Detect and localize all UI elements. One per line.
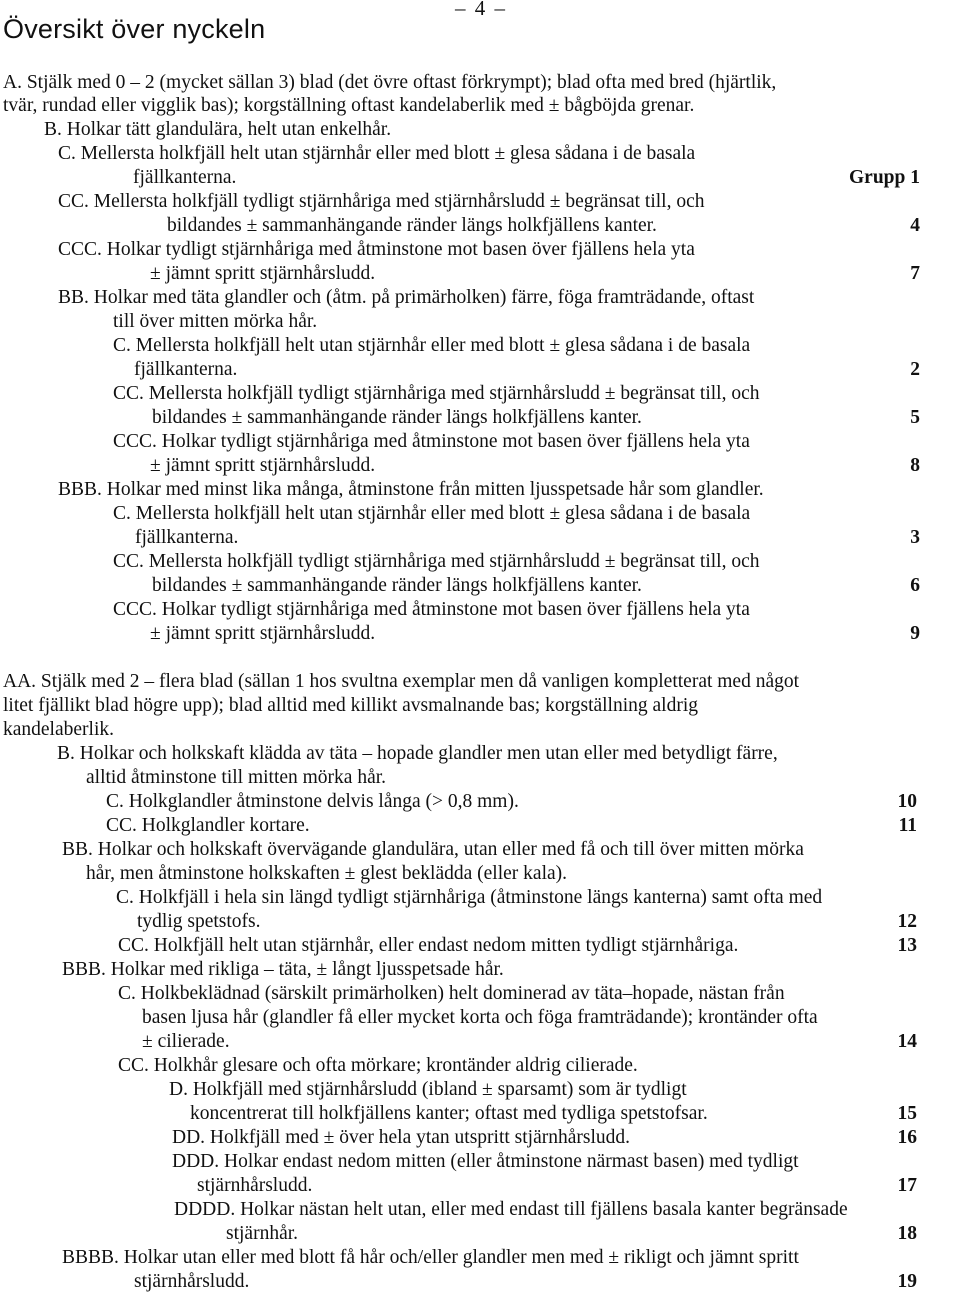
key-line: AA. Stjälk med 2 – flera blad (sällan 1 hos svultna exemplar men då vanligen kompletterat med något [3, 671, 800, 692]
key-line: CC. Holkfjäll helt utan stjärnhår, eller endast nedom mitten tydligt stjärnhåriga. [118, 935, 739, 956]
page-title: Översikt över nyckeln [3, 14, 266, 44]
group-reference: 17 [897, 1175, 917, 1196]
group-reference: 7 [910, 263, 920, 284]
key-line: CCC. Holkar tydligt stjärnhåriga med åtminstone mot basen över fjällens hela yta [113, 599, 750, 620]
group-reference: 15 [897, 1103, 917, 1124]
key-line: CCC. Holkar tydligt stjärnhåriga med åtminstone mot basen över fjällens hela yta [58, 239, 695, 260]
key-line: A. Stjälk med 0 – 2 (mycket sällan 3) blad (det övre oftast förkrympt); blad ofta med bred (hjärtlik, [3, 72, 777, 93]
key-line: bildandes ± sammanhängande ränder längs holkfjällens kanter. [152, 575, 642, 596]
group-reference: 11 [898, 815, 917, 836]
group-reference: 6 [910, 575, 920, 596]
key-line: B. Holkar och holkskaft klädda av täta – hopade glandler men utan eller med betydligt färre, [57, 743, 778, 764]
key-line: tydlig spetstofs. [137, 911, 261, 932]
key-line: BB. Holkar och holkskaft övervägande glandulära, utan eller med få och till över mitten mörka [62, 839, 804, 860]
key-line: bildandes ± sammanhängande ränder längs holkfjällens kanter. [167, 215, 657, 236]
key-line: ± jämnt spritt stjärnhårsludd. [150, 623, 376, 644]
key-line: BBB. Holkar med rikliga – täta, ± långt ljusspetsade hår. [62, 959, 504, 980]
group-reference: 12 [897, 911, 917, 932]
key-line: hår, men åtminstone holkskaften ± glest beklädda (eller kala). [86, 863, 568, 884]
key-line: B. Holkar tätt glandulära, helt utan enkelhår. [44, 119, 392, 140]
page-number: – 4 – [455, 0, 507, 20]
key-line: BBB. Holkar med minst lika många, åtminstone från mitten ljusspetsade hår som glandler. [58, 479, 764, 500]
group-reference: 3 [910, 527, 920, 548]
key-line: koncentrerat till holkfjällens kanter; oftast med tydliga spetstofsar. [190, 1103, 708, 1124]
key-line: bildandes ± sammanhängande ränder längs holkfjällens kanter. [152, 407, 642, 428]
key-line: basen ljusa hår (glandler få eller mycket korta och föga framträdande); krontänder ofta [142, 1007, 818, 1028]
group-reference: 16 [897, 1127, 917, 1148]
key-line: D. Holkfjäll med stjärnhårsludd (ibland ± sparsamt) som är tydligt [169, 1079, 687, 1100]
key-line: C. Mellersta holkfjäll helt utan stjärnhår eller med blott ± glesa sådana i de basala [113, 335, 751, 356]
key-line: CC. Holkhår glesare och ofta mörkare; krontänder aldrig cilierade. [118, 1055, 638, 1076]
key-line: kandelaberlik. [3, 719, 114, 740]
key-line: CCC. Holkar tydligt stjärnhåriga med åtminstone mot basen över fjällens hela yta [113, 431, 750, 452]
key-line: stjärnhårsludd. [134, 1271, 250, 1292]
group-reference: 10 [897, 791, 917, 812]
group-reference: 8 [910, 455, 920, 476]
key-line: C. Holkglandler åtminstone delvis långa (> 0,8 mm). [106, 791, 519, 812]
key-line: C. Mellersta holkfjäll helt utan stjärnhår eller med blott ± glesa sådana i de basala [58, 143, 696, 164]
key-line: C. Mellersta holkfjäll helt utan stjärnhår eller med blott ± glesa sådana i de basala [113, 503, 751, 524]
group-reference: 13 [897, 935, 917, 956]
group-reference: 14 [897, 1031, 917, 1052]
key-line: C. Holkfjäll i hela sin längd tydligt stjärnhåriga (åtminstone längs kanterna) samt ofta med [116, 887, 823, 908]
key-line: ± jämnt spritt stjärnhårsludd. [150, 455, 376, 476]
key-line: C. Holkbeklädnad (särskilt primärholken) helt dominerad av täta–hopade, nästan från [118, 983, 785, 1004]
group-reference: 9 [910, 623, 920, 644]
key-line: ± jämnt spritt stjärnhårsludd. [150, 263, 376, 284]
key-line: DDDD. Holkar nästan helt utan, eller med endast till fjällens basala kanter begränsade [174, 1199, 848, 1220]
key-line: stjärnhårsludd. [197, 1175, 313, 1196]
group-reference: 18 [897, 1223, 917, 1244]
key-line: DD. Holkfjäll med ± över hela ytan utspritt stjärnhårsludd. [172, 1127, 631, 1148]
key-line: CC. Mellersta holkfjäll tydligt stjärnhåriga med stjärnhårsludd ± begränsat till, och [113, 383, 760, 404]
key-line: CC. Mellersta holkfjäll tydligt stjärnhåriga med stjärnhårsludd ± begränsat till, och [113, 551, 760, 572]
key-line: ± cilierade. [142, 1031, 230, 1052]
key-line: fjällkanterna. [133, 167, 237, 188]
key-line: stjärnhår. [226, 1223, 299, 1244]
key-line: till över mitten mörka hår. [113, 311, 318, 332]
group-reference: 19 [897, 1271, 917, 1292]
key-line: CC. Holkglandler kortare. [106, 815, 310, 836]
key-line: tvär, rundad eller vigglik bas); korgställning oftast kandelaberlik med ± bågböjda grenar. [3, 95, 695, 116]
group-reference: 2 [910, 359, 920, 380]
key-line: alltid åtminstone till mitten mörka hår. [86, 767, 387, 788]
key-line: fjällkanterna. [135, 527, 239, 548]
key-line: BBBB. Holkar utan eller med blott få hår och/eller glandler men med ± rikligt och jämnt spritt [62, 1247, 799, 1268]
group-reference: 5 [910, 407, 920, 428]
key-line: DDD. Holkar endast nedom mitten (eller åtminstone närmast basen) med tydligt [172, 1151, 799, 1172]
key-line: BB. Holkar med täta glandler och (åtm. på primärholken) färre, föga framträdande, oftast [58, 287, 755, 308]
key-line: CC. Mellersta holkfjäll tydligt stjärnhåriga med stjärnhårsludd ± begränsat till, och [58, 191, 705, 212]
key-line: fjällkanterna. [134, 359, 238, 380]
key-line: litet fjällikt blad högre upp); blad alltid med killikt avsmalnande bas; korgställning aldrig [3, 695, 699, 716]
group-reference: Grupp 1 [849, 167, 920, 188]
group-reference: 4 [910, 215, 920, 236]
